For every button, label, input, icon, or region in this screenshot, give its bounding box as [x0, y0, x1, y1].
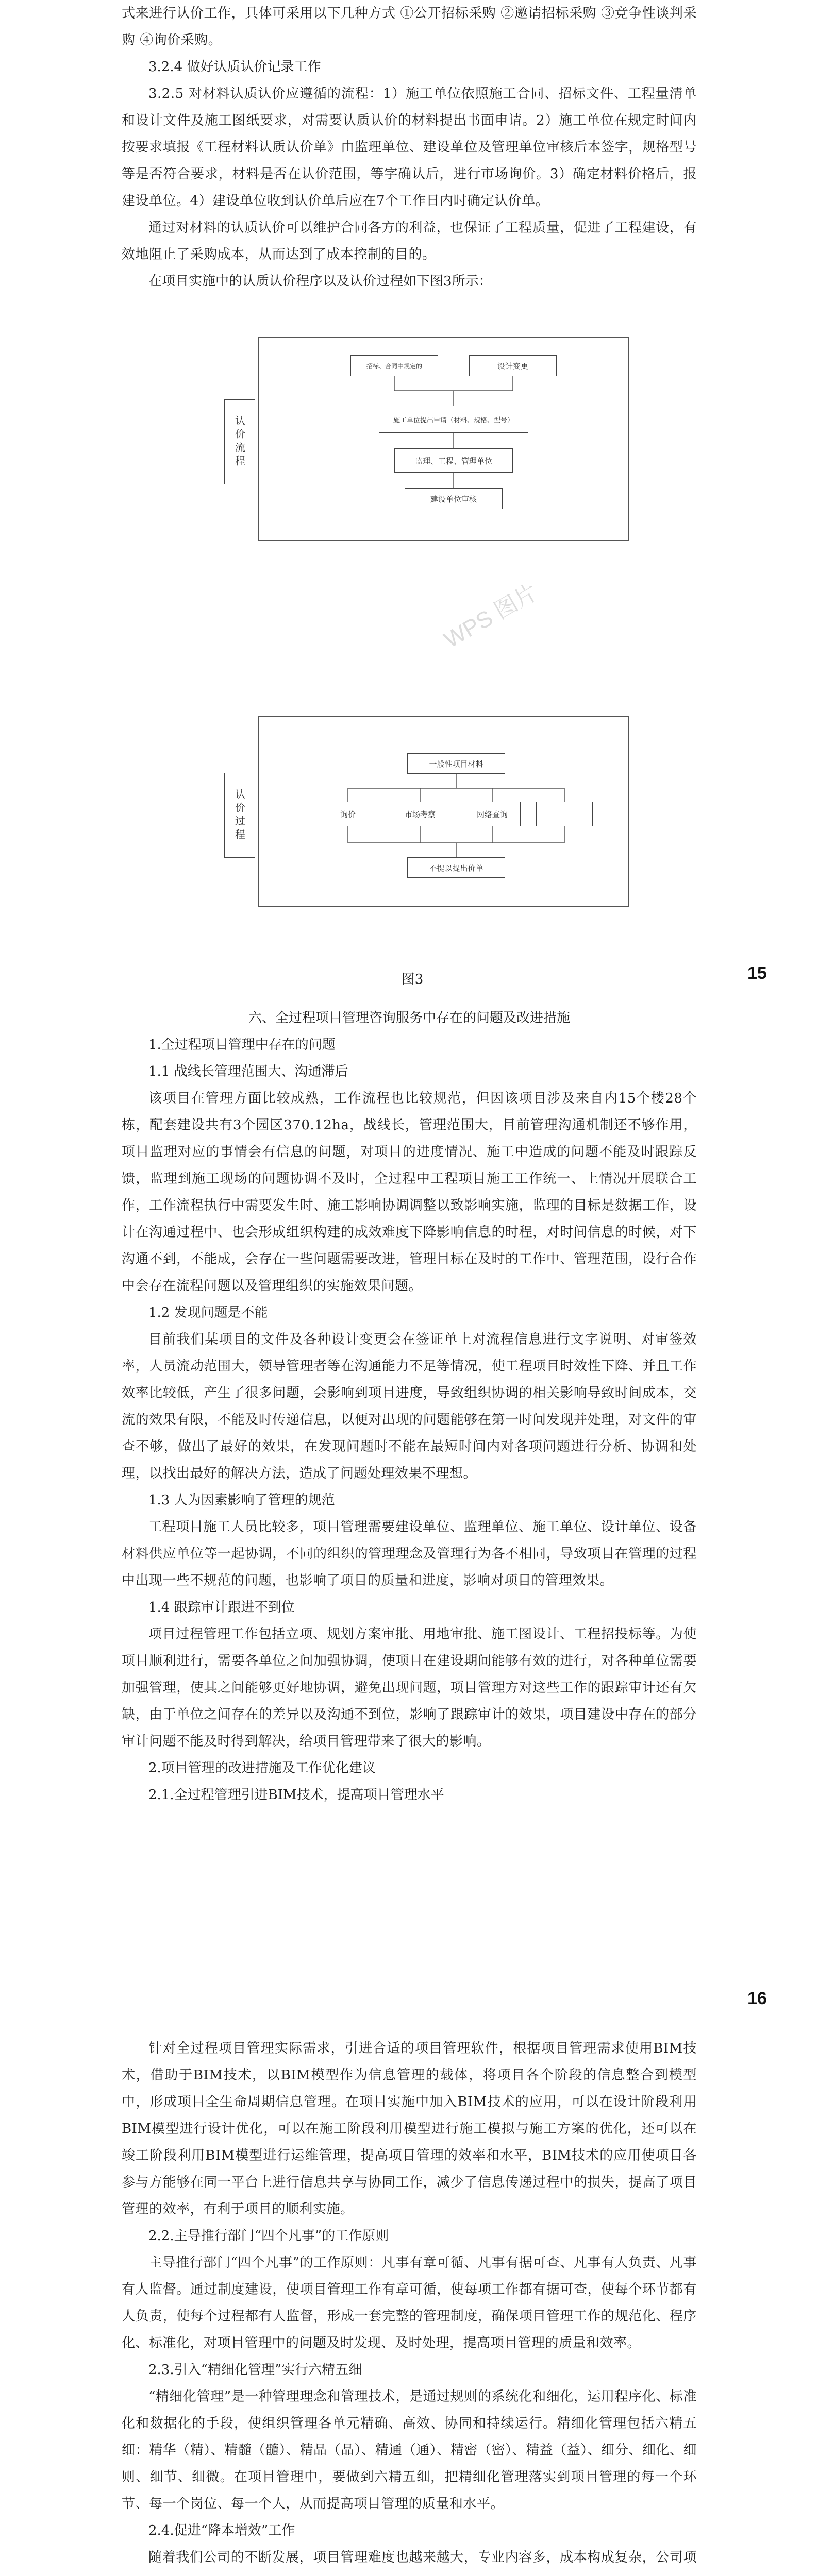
- page-number: 15: [747, 963, 767, 983]
- page-17: [0, 2020, 818, 2576]
- flow-box: 施工单位提出申请（材料、规格、型号）: [379, 406, 528, 433]
- section-heading: 2.1.全过程管理引进BIM技术，提高项目管理水平: [148, 1787, 444, 1803]
- paragraph: 通过对材料的认质认价可以维护合同各方的利益，也保证了工程质量，促进了工程建设，有效地阻止了采购成本，从而达到了成本控制的目的。: [122, 220, 697, 262]
- paragraph: 3.2.5 对材料认质认价应遵循的流程：1）施工单位依照施工合同、招标文件、工程量清单和设计文件及施工图纸要求，对需要认质认价的材料提出书面申请。2）施工单位在规定时间内按要求填报《工程材料认质认价单》由监理单位、建设单位及管理单位审核后本签字，规格型号等是否符合要求，材料是否在认价范围，等字确认后，进行市场询价。3）确定材料价格后，报建设单位。4）建设单位收到认价单后应在7个工作日内时确定认价单。: [122, 86, 697, 209]
- paragraph: 该项目在管理方面比较成熟，工作流程也比较规范，但因该项目涉及来自内15个楼28个栋，配套建设共有3个园区370.12ha，战线长，管理范围大，目前管理沟通机制还不够作用，项目监理对应的事情会有信息的问题，对项目的进度情况、施工中造成的问题不能及时跟踪反馈，监理到施工现场的问题协调不及时，全过程中工程项目施工工作统一、上情况开展联合工作，工作流程执行中需要发生时、施工影响协调调整以致影响实施，监理的目标是数据工作，设计在沟通过程中、也会形成组织构建的成效难度下降影响信息的时程，对时间信息的时候，对下沟通不到，不能成，会存在一些问题需要改进，管理目标在及时的工作中、管理范围，设行合作中会存在流程问题以及管理组织的实施效果问题。: [122, 1091, 697, 1294]
- flow-box: 不提以提出价单: [407, 857, 505, 878]
- top-frame-label: 认价流程: [224, 399, 255, 484]
- flow-box: 市场考察: [392, 802, 448, 826]
- flowchart-figure: [196, 330, 629, 1010]
- section-heading: 2.项目管理的改进措施及工作优化建议: [148, 1760, 376, 1776]
- page-16: [0, 994, 818, 2020]
- chapter-heading: 六、全过程项目管理咨询服务中存在的问题及改进措施: [248, 1010, 570, 1026]
- page-number: 16: [747, 1989, 767, 2008]
- paragraph: 式来进行认价工作，具体可采用以下几种方式 ①公开招标采购 ②邀请招标采购 ③竞争性谈判采购 ④询价采购。: [122, 6, 697, 48]
- paragraph: 工程项目施工人员比较多，项目管理需要建设单位、监理单位、施工单位、设计单位、设备材料供应单位等一起协调，不同的组织的管理理念及管理行为各不相同，导致项目在管理的过程中出现一些不规范的问题，也影响了项目的质量和进度，影响对项目的管理效果。: [122, 1519, 697, 1588]
- paragraph: 在项目实施中的认质认价程序以及认价过程如下图3所示：: [148, 274, 492, 289]
- paragraph: 针对全过程项目管理实际需求，引进合适的项目管理软件，根据项目管理需求使用BIM技术，借助于BIM技术，以BIM模型作为信息管理的载体，将项目各个阶段的信息整合到模型中，形成项目全生命周期信息管理。在项目实施中加入BIM技术的应用，可以在设计阶段利用BIM模型进行设计优化，可以在施工阶段利用模型进行施工模拟与施工方案的优化，还可以在竣工阶段利用BIM模型进行运维管理，提高项目管理的效率和水平，BIM技术的应用使项目各参与方能够在同一平台上进行信息共享与协同工作，减少了信息传递过程中的损失，提高了项目管理的效率，有利于项目的顺利实施。: [122, 2041, 697, 2217]
- paragraph: “精细化管理”是一种管理理念和管理技术，是通过规则的系统化和细化，运用程序化、标准化和数据化的手段，使组织管理各单元精确、高效、协同和持续运行。精细化管理包括六精五细：精华（精）、精髓（髓）、精品（品）、精通（通）、精密（密）、精益（益）、细分、细化、细则、细节、细微。在项目管理中，要做到六精五细，把精细化管理落实到项目管理的每一个环节、每一个岗位、每一个人，从而提高项目管理的质量和水平。: [122, 2389, 697, 2512]
- section-heading: 2.2.主导推行部门“四个凡事”的工作原则: [148, 2228, 389, 2244]
- flow-box: 招标、合同中规定的: [350, 355, 438, 376]
- flow-box: 网络查询: [464, 802, 521, 826]
- section-heading: 1.1 战线长管理范围大、沟通滞后: [148, 1064, 348, 1079]
- figure-caption: 图3: [401, 972, 424, 987]
- wps-watermark: WPS 图片: [440, 579, 542, 653]
- page-15: [0, 0, 818, 994]
- bottom-frame-label: 认价过程: [224, 773, 255, 858]
- flow-box: [536, 802, 593, 826]
- paragraph: 随着我们公司的不断发展，项目管理难度也越来越大，专业内容多，成本构成复杂，公司项: [148, 2550, 697, 2565]
- section-heading: 1.全过程项目管理中存在的问题: [148, 1037, 336, 1053]
- section-heading: 3.2.4 做好认质认价记录工作: [148, 59, 321, 75]
- flow-box: 询价: [320, 802, 376, 826]
- flow-box: 设计变更: [469, 355, 557, 376]
- page-17-body: [122, 2035, 697, 2576]
- flow-box: 监理、工程、管理单位: [394, 448, 513, 473]
- section-heading: 1.3 人为因素影响了管理的规范: [148, 1493, 335, 1508]
- paragraph: 目前我们某项目的文件及各种设计变更会在签证单上对流程信息进行文字说明、对审签效率，人员流动范围大，领导管理者等在沟通能力不足等情况，使工程项目时效性下降、并且工作效率比较低，产生了很多问题，会影响到项目进度，导致组织协调的相关影响导致时间成本，交流的效果有限，不能及时传递信息，以便对出现的问题能够在第一时间发现并处理，对文件的审查不够，做出了最好的效果，在发现问题时不能在最短时间内对各项问题进行分析、协调和处理，以找出最好的解决方法，造成了问题处理效果不理想。: [122, 1332, 697, 1481]
- page-15-body: [122, 0, 697, 295]
- paragraph: 项目过程管理工作包括立项、规划方案审批、用地审批、施工图设计、工程招投标等。为使项目顺利进行，需要各单位之间加强协调，使项目在建设期间能够有效的进行，对各种单位需要加强管理，使其之间能够更好地协调，避免出现问题，项目管理方对这些工作的跟踪审计还有欠缺，由于单位之间存在的差异以及沟通不到位，影响了跟踪审计的效果，项目建设中存在的部分审计问题不能及时得到解决，给项目管理带来了很大的影响。: [122, 1626, 697, 1749]
- section-heading: 2.3.引入“精细化管理”实行六精五细: [148, 2362, 362, 2378]
- section-heading: 2.4.促进“降本增效”工作: [148, 2523, 295, 2538]
- flow-box: 一般性项目材料: [407, 753, 505, 774]
- top-process-frame: [258, 337, 629, 541]
- section-heading: 1.4 跟踪审计跟进不到位: [148, 1600, 295, 1615]
- page-16-body: [122, 1005, 697, 1808]
- flow-box: 建设单位审核: [405, 488, 503, 509]
- section-heading: 1.2 发现问题是不能: [148, 1305, 268, 1320]
- paragraph: 主导推行部门“四个凡事”的工作原则：凡事有章可循、凡事有据可查、凡事有人负责、凡事有人监督。通过制度建设，使项目管理工作有章可循，使每项工作都有据可查，使每个环节都有人负责，使每个过程都有人监督，形成一套完整的管理制度，确保项目管理工作的规范化、程序化、标准化，对项目管理中的问题及时发现、及时处理，提高项目管理的质量和效率。: [122, 2255, 697, 2351]
